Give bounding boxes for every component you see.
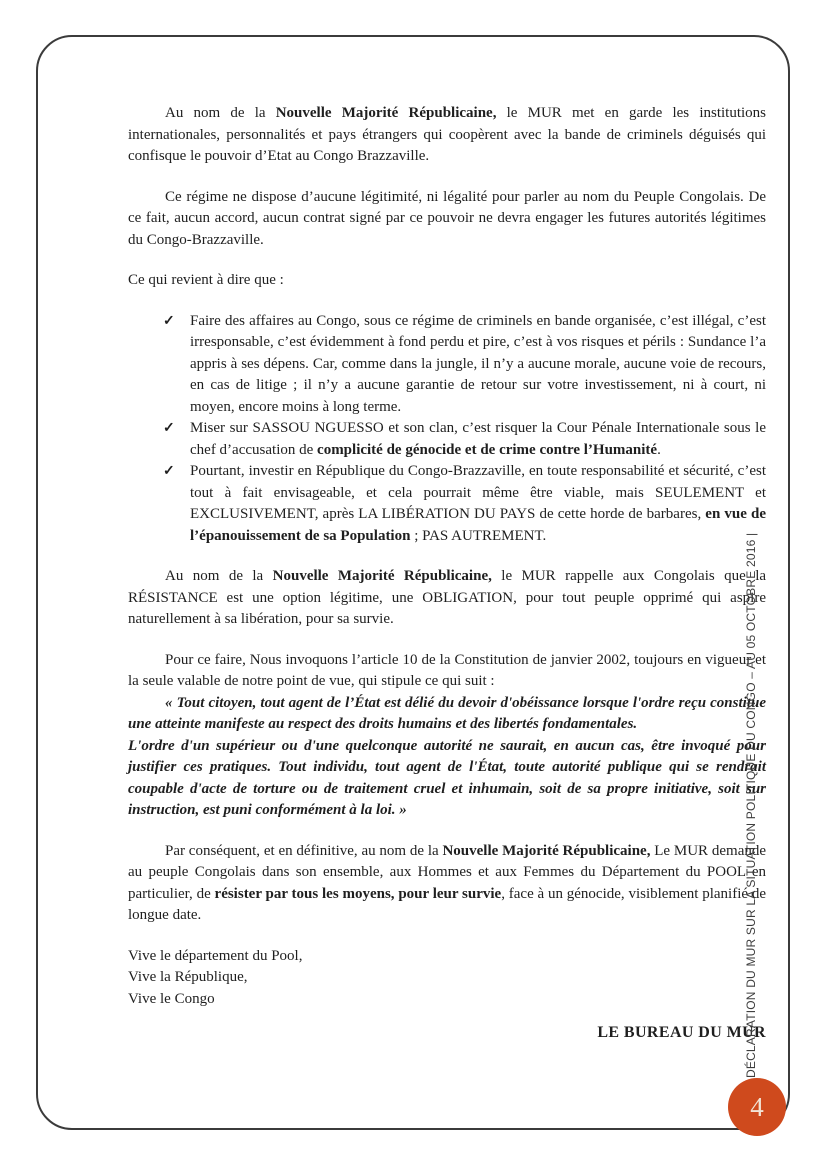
paragraph-consequence — [128, 841, 766, 927]
bold-phrase-resist: résister par tous les moyens, pour leur survie — [214, 885, 502, 902]
closing-line-republique: Vive la République, — [128, 969, 248, 985]
checkmark-icon: ✓ — [163, 313, 175, 329]
bold-phrase-genocide: complicité de génocide et de crime contre l’Humanité — [317, 441, 658, 458]
text-segment: Au nom de la — [165, 568, 273, 584]
quote-paragraph-2: L'ordre d'un supérieur ou d'une quelconque autorité ne saurait, en aucun cas, être invoqué pour justifier ces pratiques. Tout individu, tout agent de l'État, toute autorité publique qui se rendrait coupable d'acte de torture ou de traitement cruel et inhumain, soit de sa propre initiative, soit sur instruction, est puni conformément à la loi. » — [128, 737, 766, 818]
text-segment: ; PAS AUTREMENT. — [410, 527, 547, 544]
bold-phrase-nmr: Nouvelle Majorité Républicaine, — [275, 105, 497, 121]
list-item-icc — [163, 418, 766, 461]
text-segment: le MUR rappelle aux Congolais que la RÉSISTANCE est une option légitime, une OBLIGATION, pour tout peuple opprimé qui aspire naturellement à sa libération, pour sa survie. — [128, 568, 767, 627]
text-segment: Par conséquent, et en définitive, au nom de la — [165, 842, 443, 859]
bold-phrase-nmr: Nouvelle Majorité Républicaine, — [272, 568, 492, 584]
text-segment: le MUR met en garde les institutions internationales, personnalités et pays étrangers qui coopèrent avec la bande de criminels déguisés qui confisque le pouvoir d’Etat au Congo Brazzaville. — [128, 105, 767, 164]
text-segment: , face à un génocide, visiblement planifié de longue date. — [128, 885, 766, 923]
checkmark-icon: ✓ — [163, 421, 175, 436]
page-number-badge — [728, 1078, 786, 1136]
closing-lines — [128, 946, 766, 1011]
text-segment: Au nom de la — [165, 105, 276, 121]
document-body — [128, 103, 766, 1044]
text-segment: Miser sur SASSOU NGUESSO et son clan, c’est risquer la Cour Pénale Internationale sous le chef d’accusation de — [190, 420, 766, 458]
bold-phrase-nmr: Nouvelle Majorité Républicaine, — [442, 842, 651, 859]
text-segment: Pourtant, investir en République du Congo-Brazzaville, en toute responsabilité et sécurité, c’est tout à fait envisageable, et cela pourrait même être viable, mais SEULEMENT et EXCLUSIVEMENT, après LA LIBÉRATION DU PAYS de cette horde de barbares, — [190, 463, 766, 522]
checkmark-icon: ✓ — [163, 464, 175, 479]
bullet-list — [128, 311, 766, 548]
signature-bureau-du-mur: LE BUREAU DU MUR — [597, 1024, 766, 1041]
paragraph-lead-in: Ce qui revient à dire que : — [128, 272, 284, 288]
bold-phrase-population: en vue de l’épanouissement de sa Population — [190, 506, 766, 544]
closing-line-pool: Vive le département du Pool, — [128, 947, 303, 964]
paragraph-warning — [128, 103, 766, 168]
closing-line-congo: Vive le Congo — [128, 990, 215, 1007]
paragraph-resistance — [128, 566, 766, 631]
paragraph-legitimacy: Ce régime ne dispose d’aucune légitimité, ni légalité pour parler au nom du Peuple Congolais. De ce fait, aucun accord, aucun contrat signé par ce pouvoir ne devra engager les futures autorités légitimes du Congo-Brazzaville. — [128, 188, 766, 248]
vertical-margin-caption: DÉCLARATION DU MUR SUR LA SITUATION POLITIQUE DU CONGO – AU 05 OCTOBRE 2016 | — [744, 532, 758, 1078]
paragraph-article10: Pour ce faire, Nous invoquons l’article 10 de la Constitution de janvier 2002, toujours en vigueur et la seule valable de notre point de vue, qui stipule ce qui suit : — [128, 651, 766, 689]
text-segment: . — [657, 441, 661, 458]
text-segment: Le MUR demande au peuple Congolais dans son ensemble, aux Hommes et aux Femmes du Département du POOL en particulier, de — [128, 842, 767, 902]
quote-paragraph-1: « Tout citoyen, tout agent de l’État est délié du devoir d'obéissance lorsque l'ordre reçu constitue une atteinte manifeste au respect des droits humains et des libertés fondamentales. — [128, 694, 766, 732]
list-item-business — [163, 311, 766, 419]
list-item-invest — [163, 461, 766, 547]
text-segment: Faire des affaires au Congo, sous ce régime de criminels en bande organisée, c’est illégal, c’est irresponsable, c’est évidemment à fond perdu et pire, c’est à vos risques et périls : Sundance l’a appris à ses dépens. Car, comme dans la jungle, il n’y a aucune morale, aucune voie de recours, en cas de litige ; il n’y a aucune garantie de retour sur votre investissement, ni à court, ni moyen, encore moins à long terme. — [190, 312, 766, 415]
page-number: 4 — [750, 1091, 764, 1122]
page-border-frame — [36, 35, 790, 1130]
